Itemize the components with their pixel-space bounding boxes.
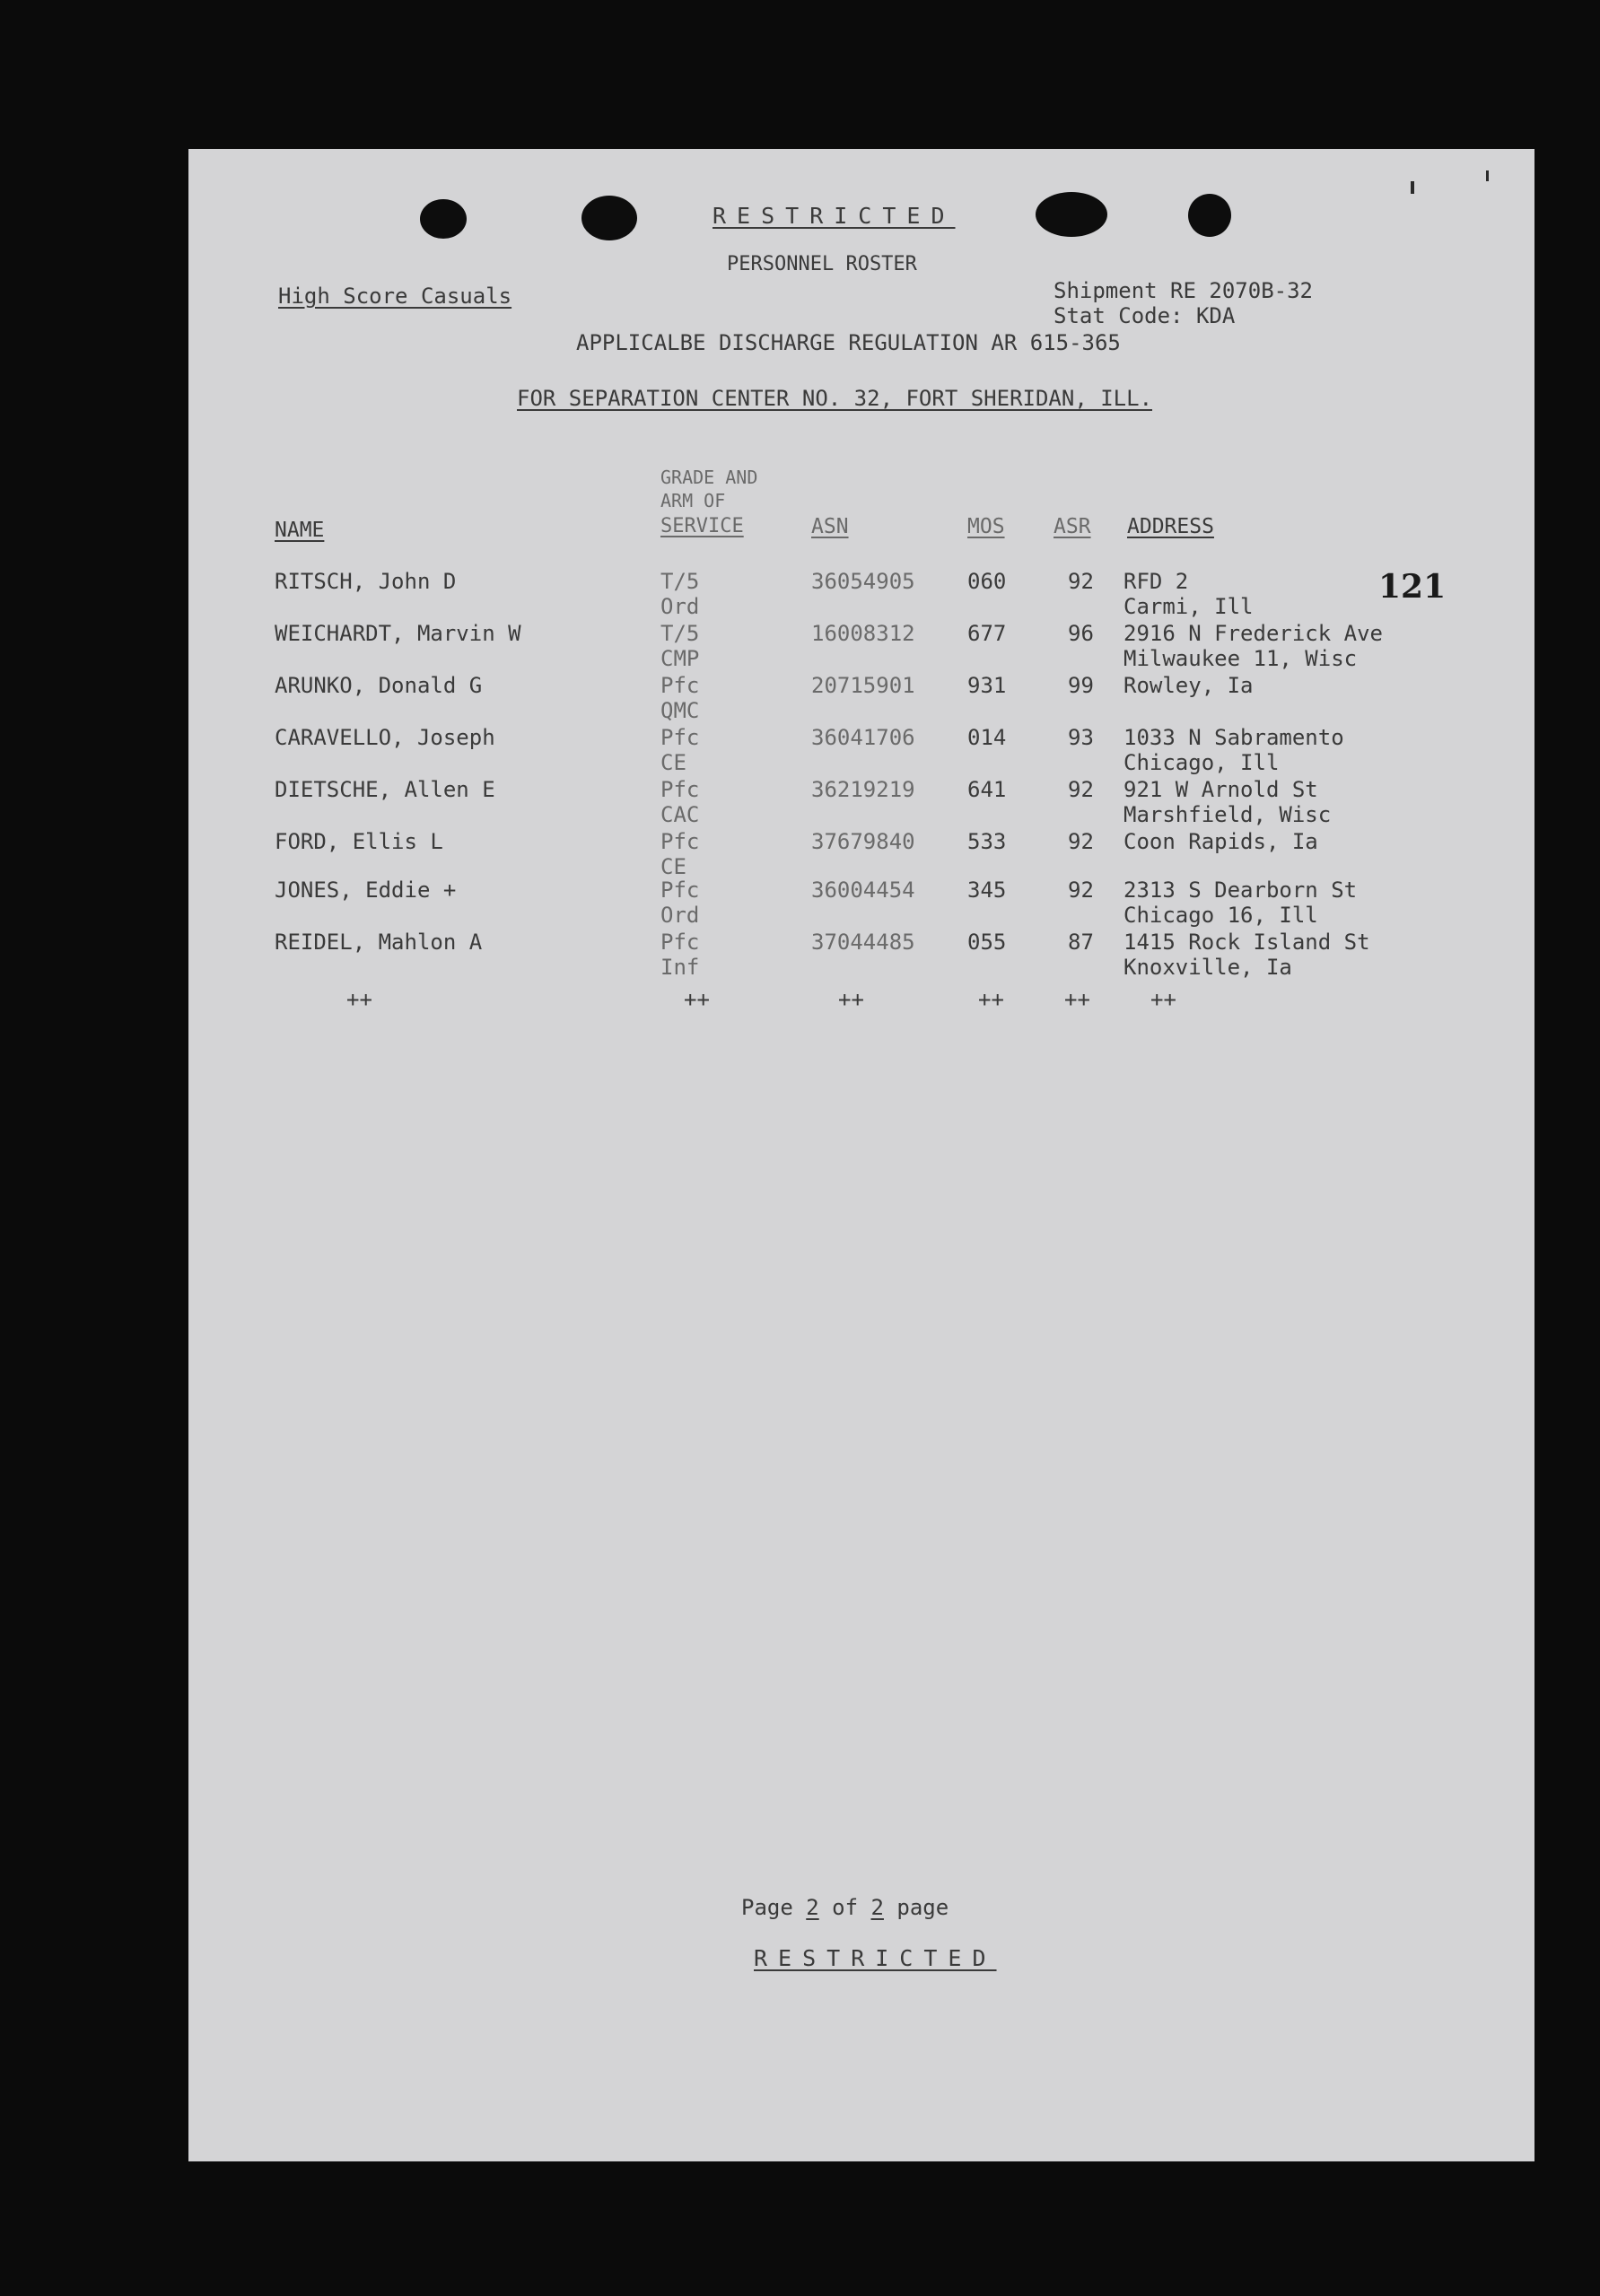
page-suffix: page (883, 1895, 949, 1920)
cell-grade: Pfc (660, 777, 700, 802)
cell-arm: CE (660, 854, 686, 879)
cell-address-line1: 2916 N Frederick Ave (1123, 621, 1383, 646)
cell-asr: 99 (1068, 673, 1094, 698)
document-sheet (188, 149, 1534, 2161)
cell-mos: 014 (967, 725, 1007, 750)
restricted-footer: RESTRICTED (754, 1945, 997, 1971)
cell-mos: 533 (967, 829, 1007, 854)
punch-hole-1 (420, 199, 467, 239)
cell-address-line1: Coon Rapids, Ia (1123, 829, 1318, 854)
cell-grade: Pfc (660, 930, 700, 955)
column-header-asn: ASN (811, 515, 849, 538)
cell-asn: 16008312 (811, 621, 915, 646)
cell-address-line2: Chicago 16, Ill (1123, 903, 1318, 928)
page-prefix: Page (741, 1895, 807, 1920)
cell-address-line1: 2313 S Dearborn St (1123, 877, 1358, 903)
table-row (188, 879, 1534, 933)
cell-asr: 93 (1068, 725, 1094, 750)
cell-grade: T/5 (660, 621, 700, 646)
cell-asn: 37044485 (811, 930, 915, 955)
cell-name: DIETSCHE, Allen E (275, 777, 495, 802)
cell-asr: 92 (1068, 569, 1094, 594)
column-header-address: ADDRESS (1127, 515, 1214, 538)
end-mark-grade: ++ (684, 987, 710, 1012)
cell-mos: 931 (967, 673, 1007, 698)
discharge-regulation: APPLICALBE DISCHARGE REGULATION AR 615-365 (576, 330, 1121, 355)
end-mark-mos: ++ (978, 987, 1004, 1012)
cell-arm: CAC (660, 802, 700, 827)
punch-hole-3 (1036, 192, 1107, 237)
table-row (188, 831, 1534, 885)
cell-arm: CMP (660, 646, 700, 671)
cell-address-line1: 1033 N Sabramento (1123, 725, 1344, 750)
cell-asr: 96 (1068, 621, 1094, 646)
speck-mark (1411, 181, 1414, 194)
cell-address-line1: 1415 Rock Island St (1123, 930, 1370, 955)
cell-address-line2: Knoxville, Ia (1123, 955, 1292, 980)
cell-name: REIDEL, Mahlon A (275, 930, 483, 955)
table-row (188, 623, 1534, 677)
cell-arm: QMC (660, 698, 700, 723)
restricted-header: RESTRICTED (713, 203, 956, 229)
cell-arm: Ord (660, 903, 700, 928)
cell-mos: 345 (967, 877, 1007, 903)
cell-address-line2: Chicago, Ill (1123, 750, 1280, 775)
speck-mark (1486, 170, 1489, 181)
cell-asn: 20715901 (811, 673, 915, 698)
cell-arm: Ord (660, 594, 700, 619)
page-indicator (741, 1897, 949, 1918)
roster-title: PERSONNEL ROSTER (727, 253, 917, 275)
cell-asn: 36219219 (811, 777, 915, 802)
cell-asr: 87 (1068, 930, 1094, 955)
stat-code: Stat Code: KDA (1054, 303, 1236, 328)
table-row (188, 675, 1534, 729)
cell-address-line1: 921 W Arnold St (1123, 777, 1318, 802)
cell-grade: T/5 (660, 569, 700, 594)
group-label: High Score Casuals (278, 284, 512, 309)
shipment-number: Shipment RE 2070B-32 (1054, 278, 1313, 303)
cell-asn: 36054905 (811, 569, 915, 594)
end-mark-asn: ++ (838, 987, 864, 1012)
cell-mos: 055 (967, 930, 1007, 955)
cell-name: JONES, Eddie + (275, 877, 457, 903)
page-number: 2 (806, 1895, 819, 1920)
cell-address-line2: Carmi, Ill (1123, 594, 1254, 619)
punch-hole-4 (1188, 194, 1231, 237)
cell-mos: 677 (967, 621, 1007, 646)
cell-asn: 37679840 (811, 829, 915, 854)
cell-grade: Pfc (660, 725, 700, 750)
table-row (188, 727, 1534, 781)
cell-grade: Pfc (660, 829, 700, 854)
cell-address-line1: RFD 2 (1123, 569, 1189, 594)
cell-name: WEICHARDT, Marvin W (275, 621, 521, 646)
cell-address-line2: Marshfield, Wisc (1123, 802, 1332, 827)
cell-name: FORD, Ellis L (275, 829, 443, 854)
cell-address-line2: Milwaukee 11, Wisc (1123, 646, 1358, 671)
cell-mos: 641 (967, 777, 1007, 802)
page-of: of (818, 1895, 871, 1920)
cell-asr: 92 (1068, 877, 1094, 903)
cell-name: RITSCH, John D (275, 569, 457, 594)
cell-address-line1: Rowley, Ia (1123, 673, 1254, 698)
end-mark-address: ++ (1150, 987, 1176, 1012)
cell-asn: 36041706 (811, 725, 915, 750)
table-row (188, 779, 1534, 833)
punch-hole-2 (581, 196, 637, 240)
cell-arm: Inf (660, 955, 700, 980)
column-header-grade-line1: GRADE AND (660, 467, 758, 488)
cell-name: CARAVELLO, Joseph (275, 725, 495, 750)
end-mark-name: ++ (346, 987, 372, 1012)
page-total: 2 (870, 1895, 884, 1920)
page-stamp-number: 121 (1378, 568, 1447, 606)
cell-arm: CE (660, 750, 686, 775)
cell-asn: 36004454 (811, 877, 915, 903)
end-mark-asr: ++ (1064, 987, 1090, 1012)
cell-grade: Pfc (660, 877, 700, 903)
cell-asr: 92 (1068, 829, 1094, 854)
column-header-asr: ASR (1054, 515, 1091, 538)
column-header-name: NAME (275, 519, 325, 542)
cell-name: ARUNKO, Donald G (275, 673, 483, 698)
cell-grade: Pfc (660, 673, 700, 698)
separation-center: FOR SEPARATION CENTER NO. 32, FORT SHERIDAN, ILL. (517, 386, 1153, 411)
column-header-grade-line3: SERVICE (660, 515, 744, 537)
column-header-grade-line2: ARM OF (660, 490, 726, 511)
column-header-mos: MOS (967, 515, 1005, 538)
table-row (188, 568, 1534, 624)
cell-asr: 92 (1068, 777, 1094, 802)
cell-mos: 060 (967, 569, 1007, 594)
table-row (188, 931, 1534, 985)
